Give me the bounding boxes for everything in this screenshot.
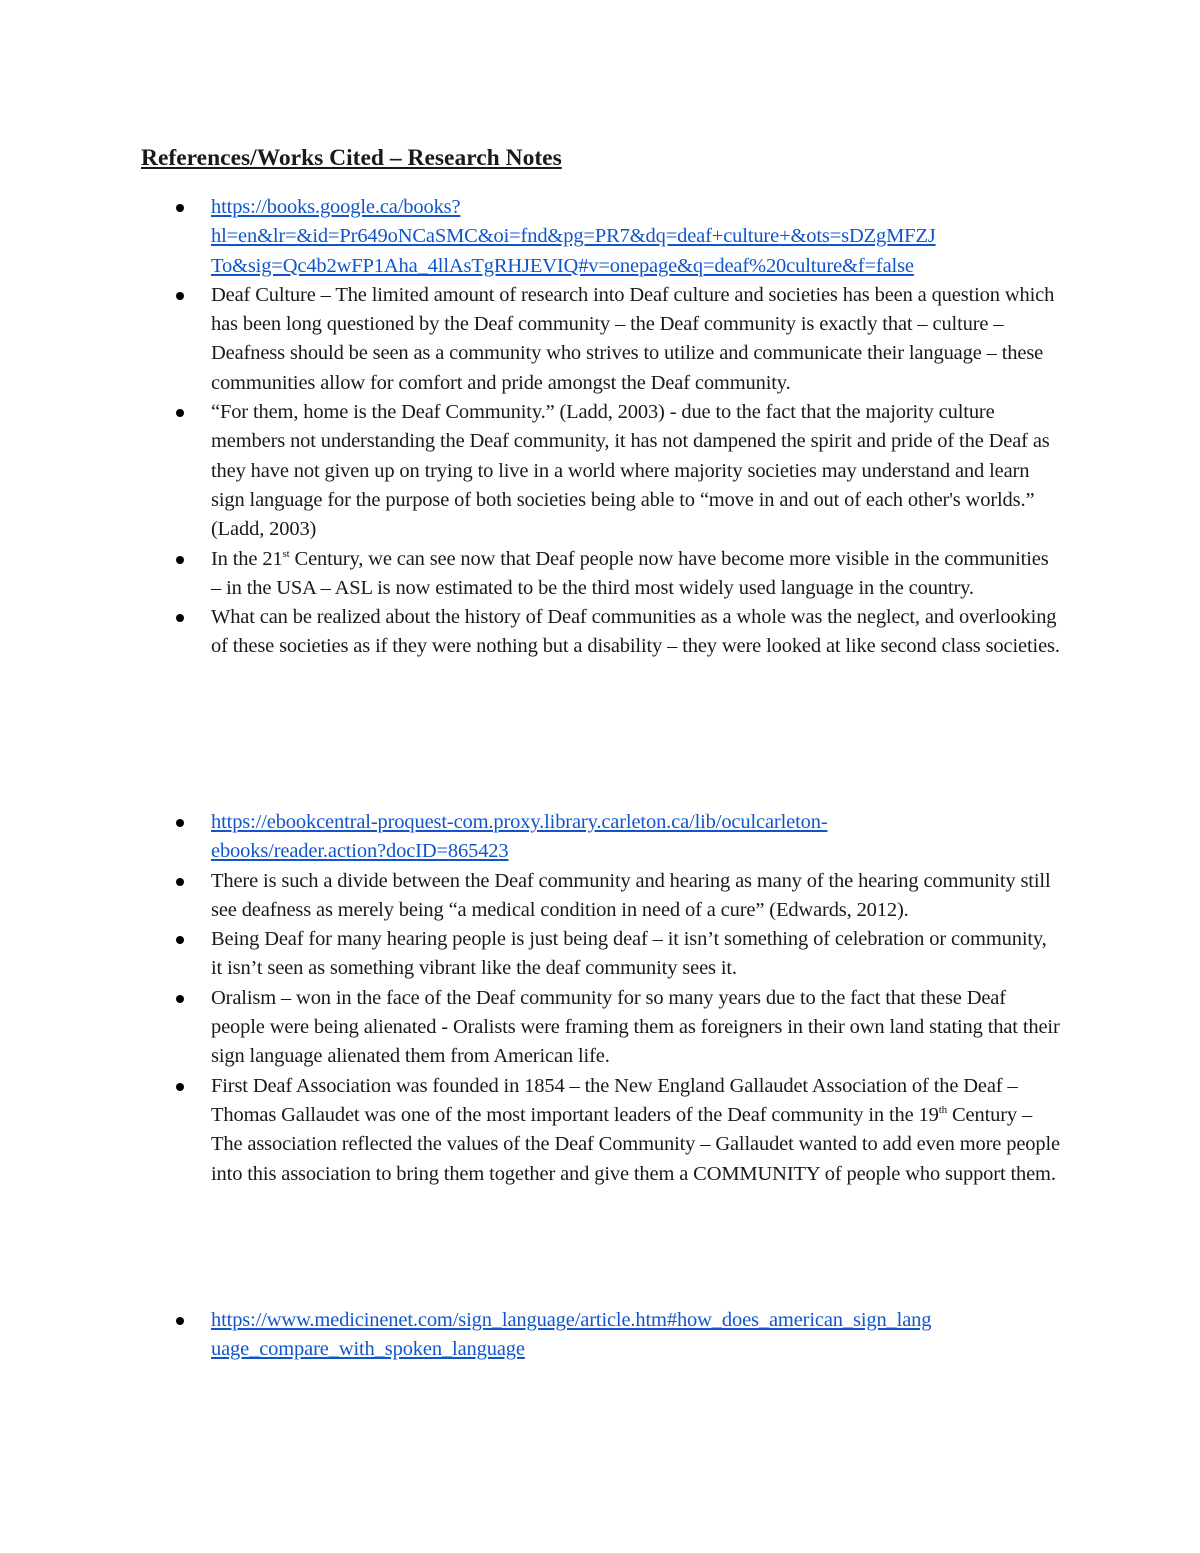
notes-list-2 <box>0 808 1200 1189</box>
note-text: Oralism – won in the face of the Deaf community for so many years due to the fact that these Deaf people were being alienated - Oralists were framing them as foreigners in their own land stating that their sign language alienated them from American life. <box>211 986 1060 1068</box>
list-item <box>0 867 1061 926</box>
note-text: “For them, home is the Deaf Community.” (Ladd, 2003) - due to the fact that the majority culture members not understanding the Deaf community, it has not dampened the spirit and pride of the Deaf as they have not given up on trying to live in a world where majority societies may understand and learn sign language for the purpose of both societies being able to “move in and out of each other's worlds.” (Ladd, 2003) <box>211 401 1050 541</box>
bullet-icon <box>176 556 184 564</box>
bullet-icon <box>176 292 184 300</box>
notes-list-1 <box>0 193 1200 662</box>
reference-link-ebookcentral[interactable]: https://ebookcentral-proquest-com.proxy.library.carleton.ca/lib/oculcarleton- ebooks/reader.action?docID=865423 <box>211 811 828 863</box>
bullet-icon <box>176 819 184 827</box>
bullet-icon <box>176 1083 184 1091</box>
list-item <box>0 193 1061 281</box>
list-item <box>0 603 1061 662</box>
note-text: In the 21st Century, we can see now that Deaf people now have become more visible in the communities – in the USA – ASL is now estimated to be the third most widely used language in the country. <box>211 547 1049 599</box>
list-item <box>0 1306 1061 1365</box>
note-text: What can be realized about the history of Deaf communities as a whole was the neglect, and overlooking of these societies as if they were nothing but a disability – they were looked at like second class societies. <box>211 606 1060 658</box>
note-text: Being Deaf for many hearing people is just being deaf – it isn’t something of celebration or community, it isn’t seen as something vibrant like the deaf community sees it. <box>211 928 1047 980</box>
note-text: First Deaf Association was founded in 1854 – the New England Gallaudet Association of the Deaf – Thomas Gallaudet was one of the most important leaders of the Deaf community in the 19th Century – The association reflected the values of the Deaf Community – Gallaudet wanted to add even more people into this association to bring them together and give them a COMMUNITY of people who support them. <box>211 1074 1060 1185</box>
page-title: References/Works Cited – Research Notes <box>141 145 562 171</box>
list-item <box>0 1072 1061 1189</box>
reference-link-medicinenet[interactable]: https://www.medicinenet.com/sign_language/article.htm#how_does_american_sign_lang uage_compare_with_spoken_language <box>211 1309 932 1361</box>
list-item <box>0 984 1061 1072</box>
reference-link-google-books[interactable]: https://books.google.ca/books? hl=en&lr=&id=Pr649oNCaSMC&oi=fnd&pg=PR7&dq=deaf+culture+&ots=sDZgMFZJ To&sig=Qc4b2wFP1Aha_4llAsTgRHJEVIQ#v=onepage&q=deaf%20culture&f=false <box>211 196 936 277</box>
list-item <box>0 281 1061 398</box>
bullet-icon <box>176 1317 184 1325</box>
note-text: Deaf Culture – The limited amount of research into Deaf culture and societies has been a question which has been long questioned by the Deaf community – the Deaf community is exactly that – culture – Deafness should be seen as a community who strives to utilize and communicate their language – these communities allow for comfort and pride amongst the Deaf community. <box>211 283 1055 394</box>
bullet-icon <box>176 995 184 1003</box>
list-item <box>0 545 1061 604</box>
list-item <box>0 925 1061 984</box>
bullet-icon <box>176 936 184 944</box>
bullet-icon <box>176 878 184 886</box>
bullet-icon <box>176 614 184 622</box>
notes-list-3 <box>0 1306 1200 1365</box>
bullet-icon <box>176 204 184 212</box>
bullet-icon <box>176 409 184 417</box>
list-item <box>0 398 1061 544</box>
list-item <box>0 808 1061 867</box>
note-text: There is such a divide between the Deaf community and hearing as many of the hearing community still see deafness as merely being “a medical condition in need of a cure” (Edwards, 2012). <box>211 869 1051 921</box>
